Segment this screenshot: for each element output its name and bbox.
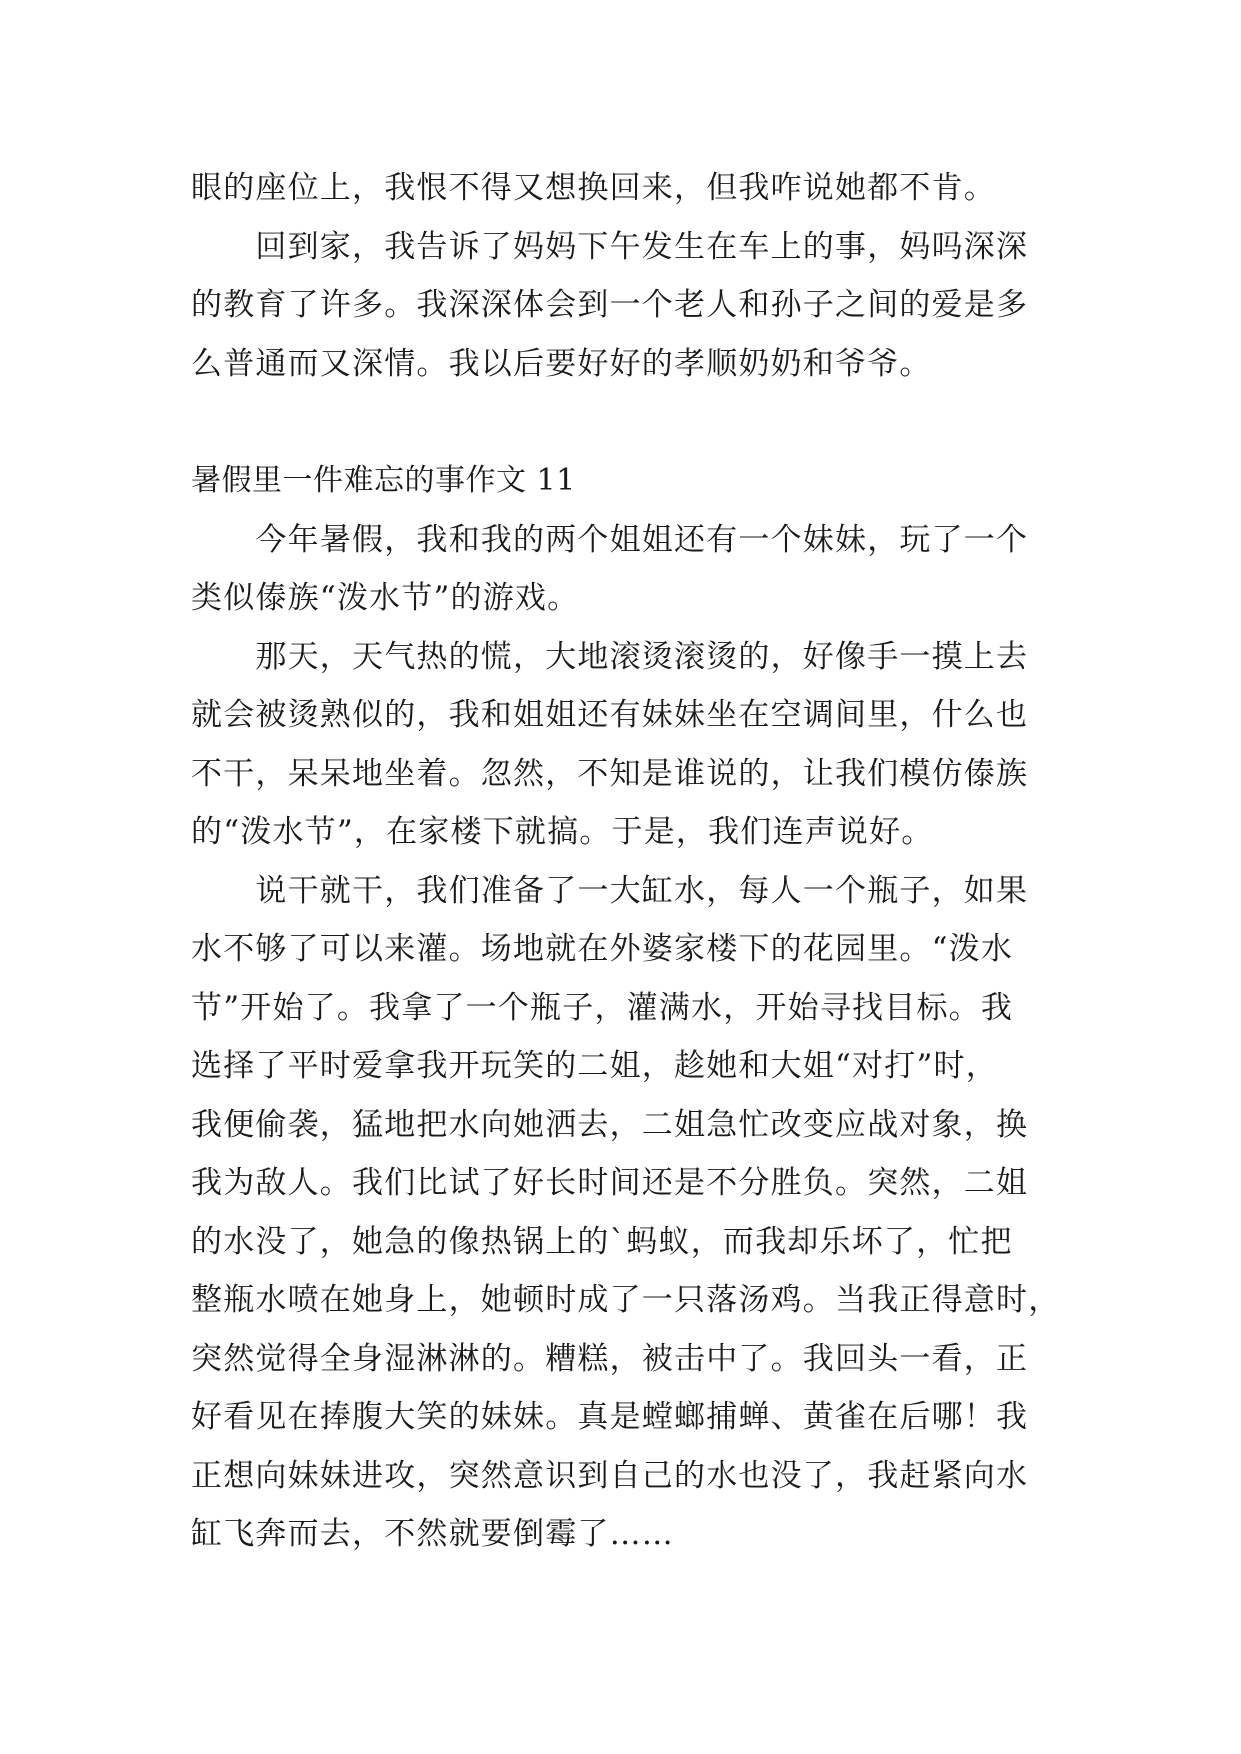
- text-line: 选择了平时爱拿我开玩笑的二姐，趁她和大姐“对打”时，: [191, 1048, 998, 1084]
- text-line: 今年暑假，我和我的两个姐姐还有一个妹妹，玩了一个: [191, 522, 1029, 558]
- text-line: 类似傣族“泼水节”的游戏。: [191, 580, 580, 616]
- text-line: 回到家，我告诉了妈妈下午发生在车上的事，妈吗深深: [191, 229, 1029, 265]
- text-line: 那天，天气热的慌，大地滚烫滚烫的，好像手一摸上去: [191, 639, 1029, 675]
- text-line: 的水没了，她急的像热锅上的`蚂蚁，而我却乐坏了，忙把: [191, 1224, 1013, 1260]
- text-line: 说干就干，我们准备了一大缸水，每人一个瓶子，如果: [191, 873, 1029, 909]
- text-line: 不干，呆呆地坐着。忽然，不知是谁说的，让我们模仿傣族: [191, 756, 1029, 792]
- text-line: 整瓶水喷在她身上，她顿时成了一只落汤鸡。当我正得意时，: [191, 1282, 1061, 1318]
- section-heading: 暑假里一件难忘的事作文 11: [191, 463, 576, 498]
- text-line: 好看见在捧腹大笑的妹妹。真是螳螂捕蝉、黄雀在后哪！我: [191, 1399, 1029, 1435]
- text-line: 就会被烫熟似的，我和姐姐还有妹妹坐在空调间里，什么也: [191, 697, 1029, 733]
- text-line: 的教育了许多。我深深体会到一个老人和孙子之间的爱是多: [191, 287, 1029, 323]
- text-line: 么普通而又深情。我以后要好好的孝顺奶奶和爷爷。: [191, 346, 932, 382]
- text-line: 节”开始了。我拿了一个瓶子，灌满水，开始寻找目标。我: [191, 990, 1014, 1026]
- text-line: 我便偷袭，猛地把水向她洒去，二姐急忙改变应战对象，换: [191, 1107, 1029, 1143]
- text-line: 正想向妹妹进攻，突然意识到自己的水也没了，我赶紧向水: [191, 1458, 1029, 1494]
- text-line: 突然觉得全身湿淋淋的。糟糕，被击中了。我回头一看，正: [191, 1341, 1029, 1377]
- text-line: 的“泼水节”，在家楼下就搞。于是，我们连声说好。: [191, 814, 934, 850]
- text-line: 水不够了可以来灌。场地就在外婆家楼下的花园里。“泼水: [191, 931, 1014, 967]
- text-line: 眼的座位上，我恨不得又想换回来，但我咋说她都不肯。: [191, 170, 996, 206]
- text-line: 我为敌人。我们比试了好长时间还是不分胜负。突然，二姐: [191, 1165, 1029, 1201]
- text-line: 缸飞奔而去，不然就要倒霉了……: [191, 1516, 674, 1552]
